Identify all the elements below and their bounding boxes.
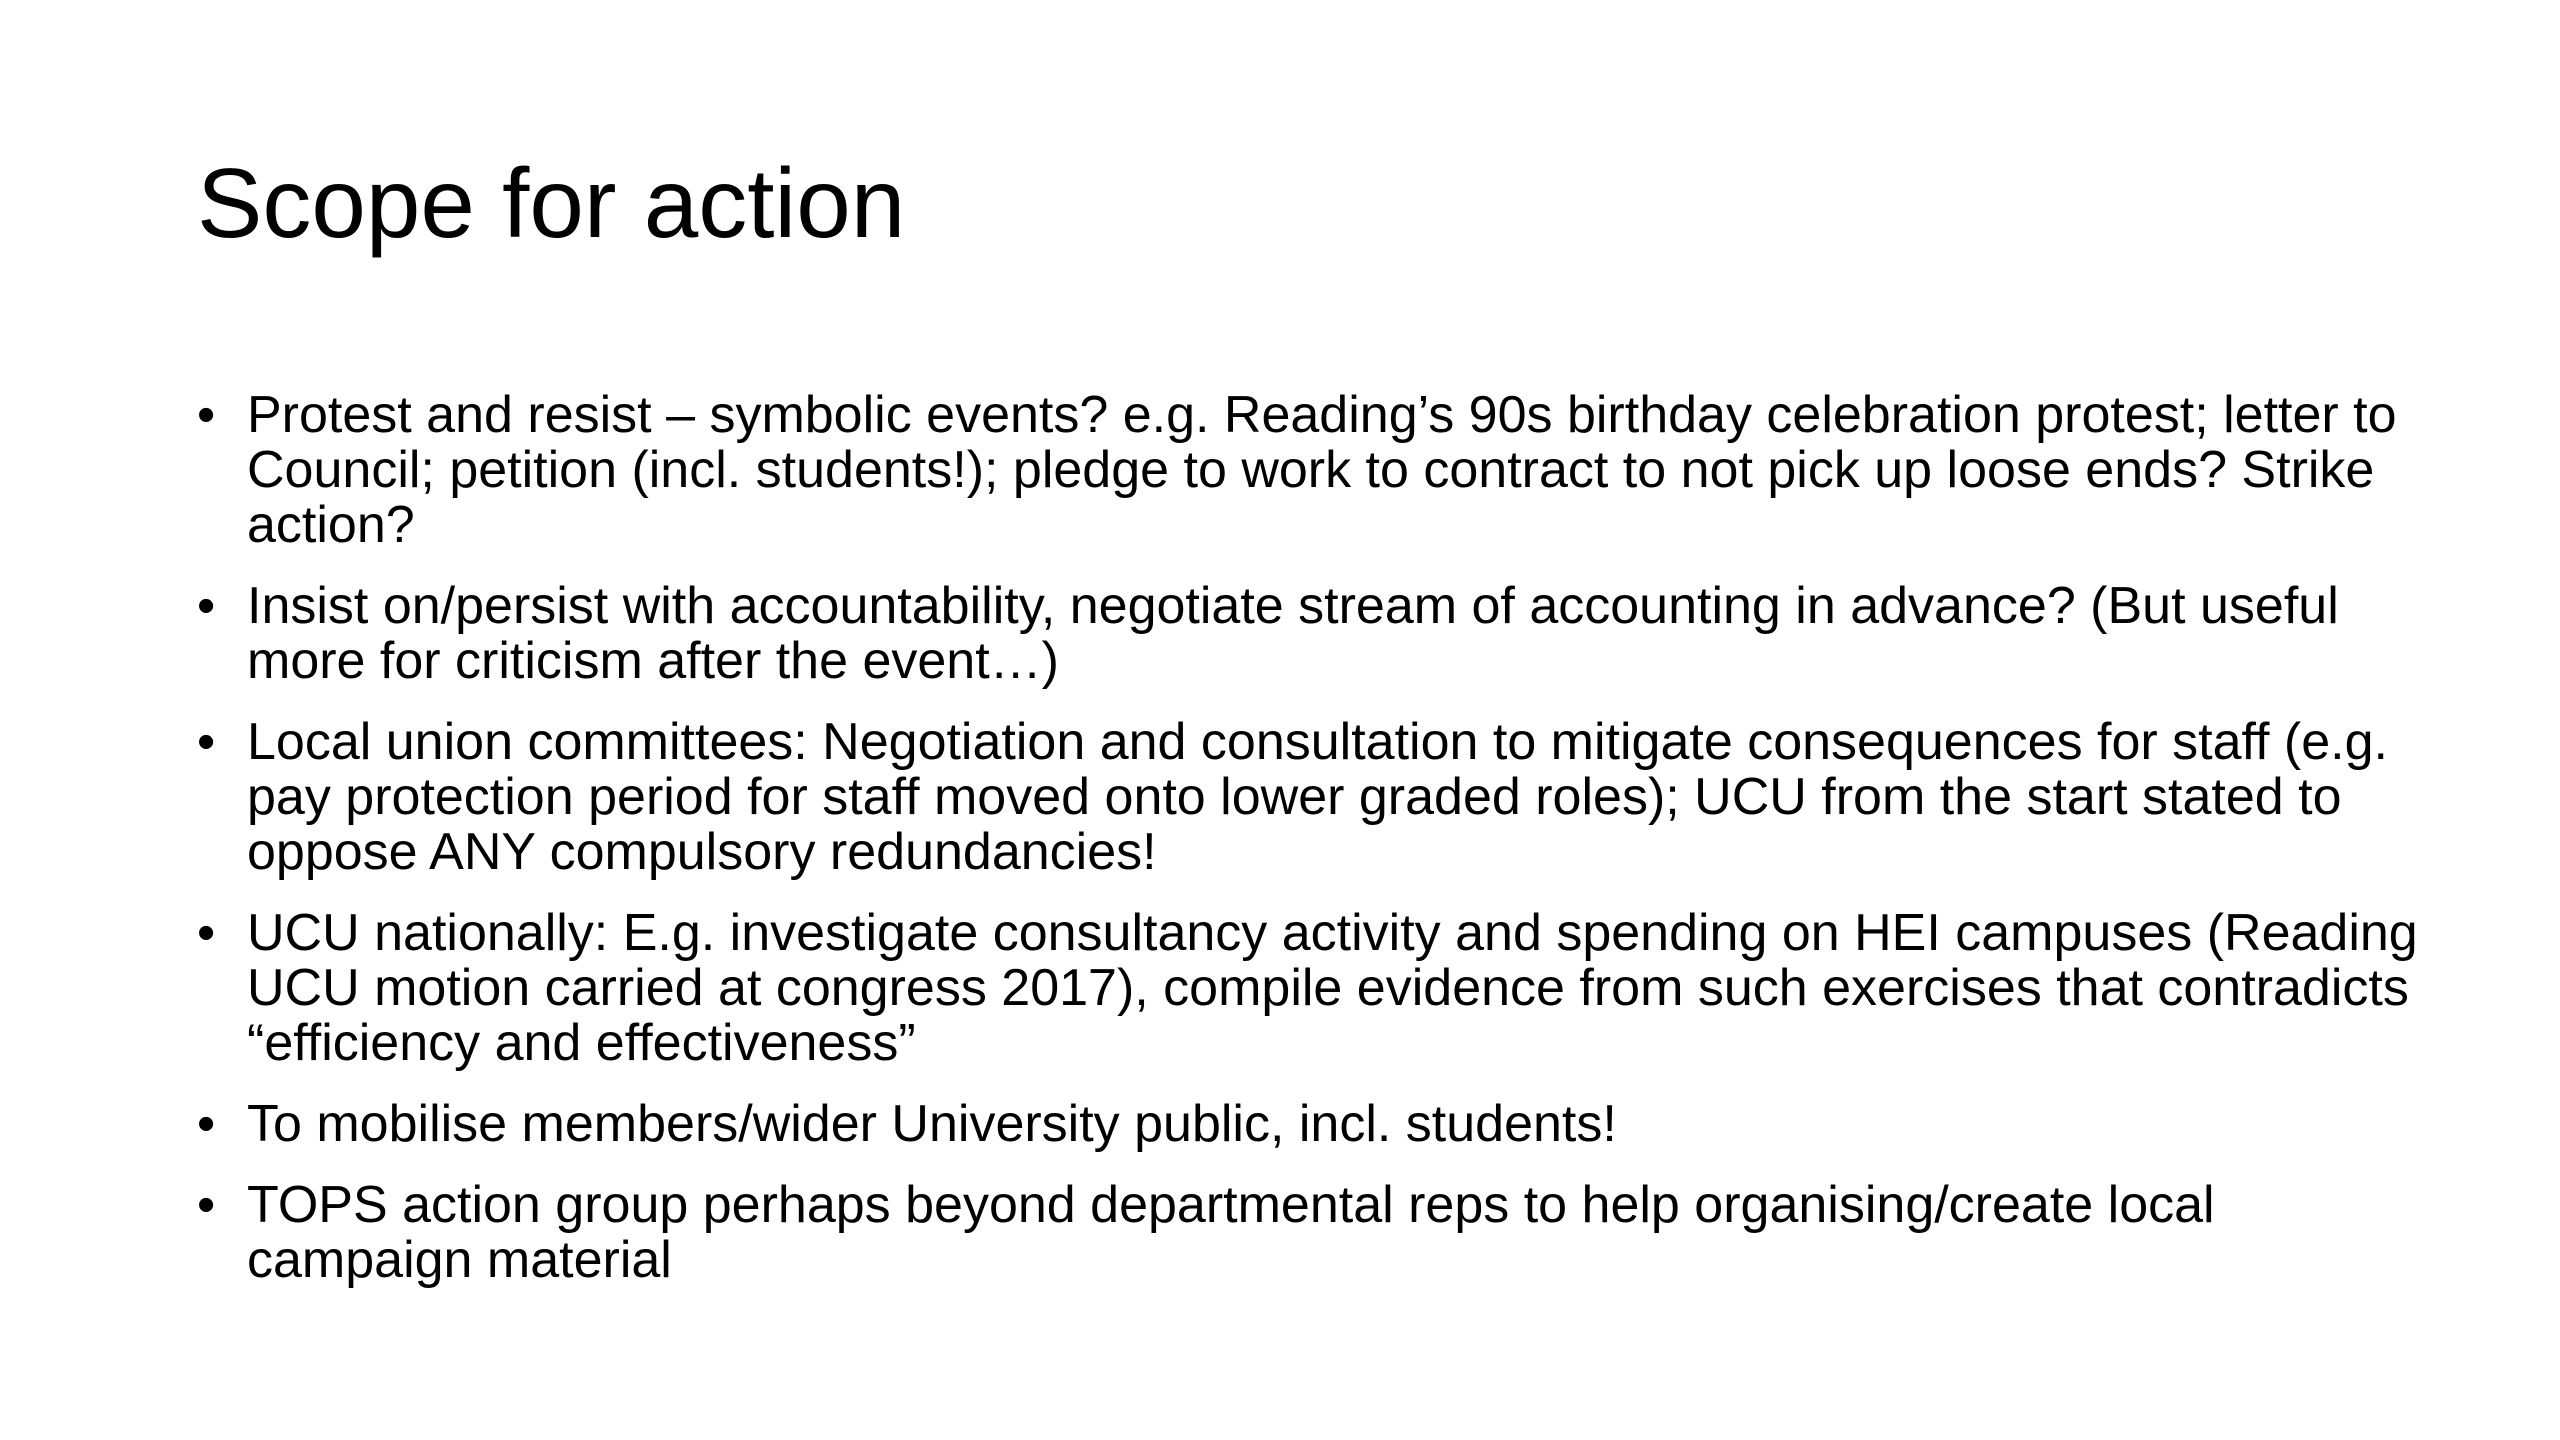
bullet-text: Insist on/persist with accountability, negotiate stream of accounting in advance? (But useful more for criticism after the event…) xyxy=(247,577,2339,690)
bullet-item-tops-group xyxy=(197,1178,2427,1288)
bullet-item-local-committees xyxy=(197,715,2427,880)
bullet-text: To mobilise members/wider University public, incl. students! xyxy=(247,1095,1617,1153)
bullet-item-protest xyxy=(197,388,2427,553)
slide-title: Scope for action xyxy=(197,148,906,258)
bullet-icon: • xyxy=(197,386,216,444)
bullet-icon: • xyxy=(197,1176,216,1234)
bullet-icon: • xyxy=(197,1095,216,1153)
bullet-item-ucu-nationally xyxy=(197,906,2427,1071)
bullet-icon: • xyxy=(197,904,216,962)
bullet-item-mobilise xyxy=(197,1097,2427,1152)
bullet-text: TOPS action group perhaps beyond departmental reps to help organising/create local campaign material xyxy=(247,1176,2215,1289)
bullet-text: Protest and resist – symbolic events? e.g. Reading’s 90s birthday celebration protest; letter to Council; petition (incl. students!); pledge to work to contract to not pick up loose ends? Strike action? xyxy=(247,386,2397,554)
bullet-list xyxy=(197,388,2427,1314)
bullet-icon: • xyxy=(197,713,216,771)
bullet-text: Local union committees: Negotiation and consultation to mitigate consequences for staff (e.g. pay protection period for staff moved onto lower graded roles); UCU from the start stated to oppose ANY compulsory redundancies! xyxy=(247,713,2388,881)
bullet-item-accountability xyxy=(197,579,2427,689)
bullet-icon: • xyxy=(197,577,216,635)
bullet-text: UCU nationally: E.g. investigate consultancy activity and spending on HEI campuses (Reading UCU motion carried at congress 2017), compile evidence from such exercises that contradicts “efficiency and effectiveness” xyxy=(247,904,2418,1072)
